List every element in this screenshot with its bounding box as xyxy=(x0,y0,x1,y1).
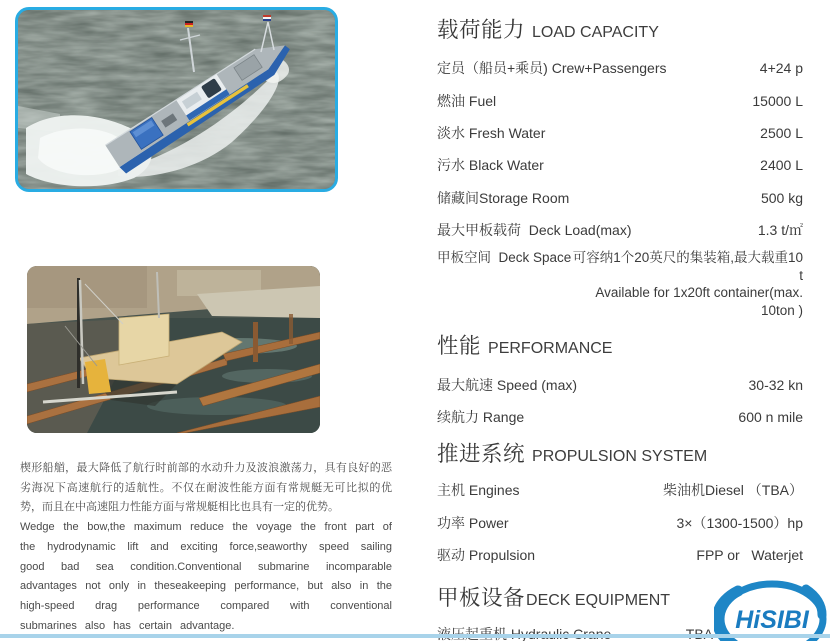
hisibi-logo xyxy=(714,575,830,641)
spec-value: 4+24 p xyxy=(759,60,803,77)
deck-space-line2: Available for 1x20ft container(max. 10ton ) xyxy=(595,285,803,318)
deck-space-line1: 可容纳1个20英尺的集装箱,最大载重10 t xyxy=(572,250,803,283)
spec-value: 500 kg xyxy=(760,189,803,206)
section-title-en: PROPULSION SYSTEM xyxy=(532,448,708,466)
spec-row-engines xyxy=(437,474,803,506)
spec-label xyxy=(437,624,611,641)
spec-label: 淡水 Fresh Water xyxy=(437,124,546,141)
section-title-en: LOAD CAPACITY xyxy=(532,24,659,41)
spec-row-storage-room xyxy=(437,182,803,214)
spec-label: 污水 Black Water xyxy=(437,157,544,174)
spec-row-fuel xyxy=(437,84,803,116)
hull-description xyxy=(20,459,392,636)
spec-column xyxy=(437,0,803,641)
vessel-photo-illustration xyxy=(18,10,335,189)
section-title-performance xyxy=(437,331,803,364)
spec-value: 柴油机Diesel （TBA） xyxy=(662,482,803,499)
spec-label: 主机 Engines xyxy=(437,482,520,499)
section-title-zh: 载荷能力 xyxy=(437,18,526,42)
spec-value: 1.3 t/㎡ xyxy=(757,222,803,239)
spec-label: 驱动 Propulsion xyxy=(437,547,536,564)
hull-description-zh: 楔形船艏，最大降低了航行时前部的水动升力及波浪激荡力，具有良好的恶劣海况下高速航行的适航性。不仅在耐波性能方面有常规艇无可比拟的优势，而且在中高速阻力性能方面与常规艇相比也具有一定的优势。 xyxy=(20,462,392,514)
spec-label: 储藏间Storage Room xyxy=(437,189,570,206)
section-title-zh: 甲板设备 xyxy=(437,586,526,611)
spec-label: 燃油 Fuel xyxy=(437,92,497,109)
hisibi-logo-text: HiSIBI xyxy=(735,606,809,634)
spec-label: 定员（船员+乘员) Crew+Passengers xyxy=(437,60,667,77)
spec-row-crew xyxy=(437,52,803,84)
vessel-photo xyxy=(15,7,338,192)
hull-description-en: Wedge the bow,the maximum reduce the voyage the front part of the hydrodynamic lift and exciting force,seaworthy speed sailing good bad sea condition.Conventional submarine incomparable advantages not only in theseakeeping performance, but also in the high-speed drag performance compared with conventional submarines also has certain advantage. xyxy=(20,521,392,632)
spec-label: 最大航速 Speed (max) xyxy=(437,376,578,393)
section-title-zh: 推进系统 xyxy=(437,442,526,467)
spec-row-fresh-water xyxy=(437,117,803,149)
spec-row-power xyxy=(437,507,803,539)
spec-value-deck-space xyxy=(571,249,803,319)
section-title-propulsion xyxy=(437,439,803,472)
section-title-en: DECK EQUIPMENT xyxy=(526,592,671,610)
spec-label: 续航力 Range xyxy=(437,408,525,425)
section-title-load-capacity xyxy=(437,15,803,48)
spec-value: FPP or Waterjet xyxy=(696,547,803,564)
model-test-illustration xyxy=(27,266,320,433)
spec-value: 2400 L xyxy=(760,157,803,174)
load-capacity-rows xyxy=(437,52,803,319)
spec-value: 15000 L xyxy=(752,92,803,109)
spec-label: 功率 Power xyxy=(437,514,509,531)
spec-row-deck-load xyxy=(437,214,803,246)
spec-value: 600 n mile xyxy=(738,408,803,425)
spec-value: 3×（1300-1500）hp xyxy=(676,514,803,531)
spec-row-range xyxy=(437,401,803,433)
spec-value: 30-32 kn xyxy=(748,376,803,393)
spec-row-deck-space xyxy=(437,246,803,319)
spec-row-black-water xyxy=(437,149,803,181)
spec-value: 2500 L xyxy=(760,124,803,141)
spec-row-speed xyxy=(437,368,803,400)
section-title-en: PERFORMANCE xyxy=(488,340,613,358)
hisibi-logo-icon xyxy=(714,575,830,641)
spec-label: 最大甲板载荷 Deck Load(max) xyxy=(437,222,632,239)
section-title-zh: 性能 xyxy=(437,334,482,359)
spec-row-propulsion-type xyxy=(437,539,803,571)
model-test-photo xyxy=(27,266,320,433)
propulsion-rows xyxy=(437,474,803,571)
spec-label: 甲板空间 Deck Space xyxy=(437,250,572,266)
bottom-divider xyxy=(0,634,830,638)
performance-rows xyxy=(437,368,803,433)
